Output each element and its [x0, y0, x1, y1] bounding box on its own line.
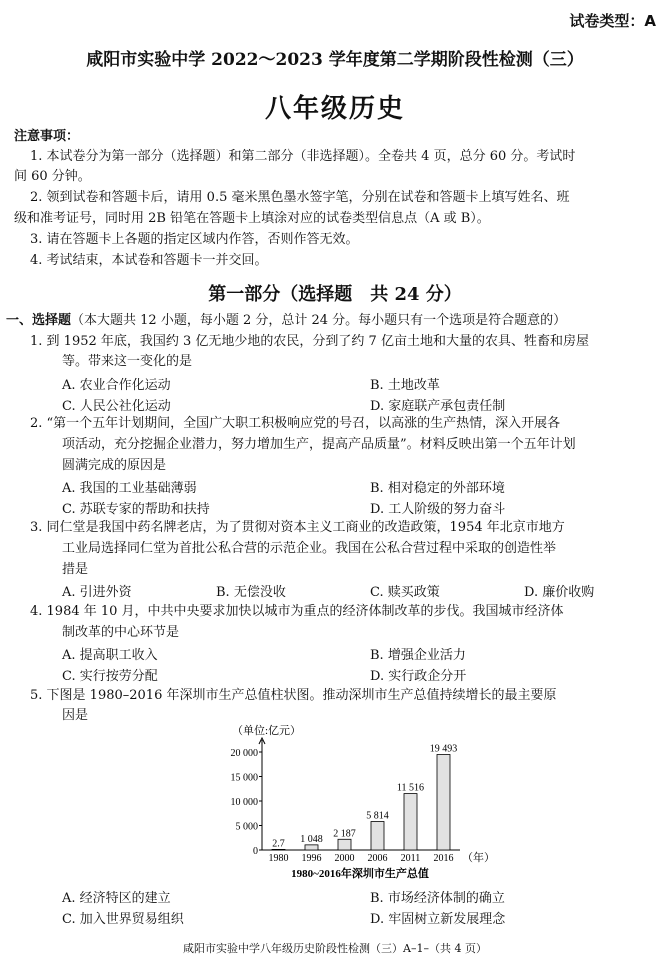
- option-c: C. 苏联专家的帮助和扶持: [62, 502, 210, 517]
- page-footer: 咸阳市实验中学八年级历史阶段性检测（三）A–1–（共 4 页）: [183, 942, 487, 955]
- question-line: 因是: [62, 708, 89, 723]
- option-d: D. 牢固树立新发展理念: [370, 912, 506, 927]
- bar-value-label: 5 814: [366, 810, 389, 822]
- question-line: 措是: [62, 562, 89, 577]
- option-a: A. 我国的工业基础薄弱: [62, 481, 197, 496]
- notes-line: 3. 请在答题卡上各题的指定区域内作答，否则作答无效。: [30, 232, 359, 247]
- notes-line: 2. 领到试卷和答题卡后，请用 0.5 毫米黑色墨水签字笔，分别在试卷和答题卡上填写姓名、班: [30, 190, 570, 205]
- x-tick-label: 2000: [334, 853, 355, 864]
- x-tick-label: 1996: [301, 853, 322, 864]
- section-label: 一、选择题: [6, 313, 72, 328]
- question-line: 制改革的中心环节是: [62, 625, 180, 640]
- option-c: C. 实行按劳分配: [62, 669, 158, 684]
- x-tick-label: 2006: [367, 853, 388, 864]
- option-b: B. 无偿没收: [216, 585, 286, 600]
- y-tick-label: 10 000: [230, 797, 258, 808]
- bar: [305, 845, 318, 850]
- question-line: 1. 到 1952 年底，我国约 3 亿无地少地的农民，分到了约 7 亿亩土地和大量的农具、牲畜和房屋: [30, 334, 589, 349]
- question-line: 等。带来这一变化的是: [62, 354, 193, 369]
- gdp-chart-svg: [210, 720, 500, 880]
- option-d: D. 工人阶级的努力奋斗: [370, 502, 506, 517]
- x-tick-label: 2016: [433, 853, 454, 864]
- chart-unit-label: （单位:亿元）: [232, 725, 302, 737]
- chart-x-axis-label: （年）: [462, 852, 495, 864]
- paper-type-label: 试卷类型：A: [569, 12, 656, 30]
- option-b: B. 市场经济体制的确立: [370, 891, 505, 906]
- question-line: 圆满完成的原因是: [62, 458, 167, 473]
- notes-line: 级和准考证号，同时用 2B 铅笔在答题卡上填涂对应的试卷类型信息点（A 或 B）。: [14, 211, 490, 226]
- bar-value-label: 11 516: [396, 782, 425, 794]
- bar: [404, 794, 417, 850]
- notes-line: 1. 本试卷分为第一部分（选择题）和第二部分（非选择题）。全卷共 4 页，总分 60 分。考试时: [30, 149, 576, 164]
- y-tick-label: 20 000: [230, 748, 258, 759]
- option-b: B. 增强企业活力: [370, 648, 466, 663]
- bar: [371, 822, 384, 850]
- y-tick-label: 0: [253, 846, 258, 857]
- subject-title: 八年级历史: [264, 94, 405, 124]
- x-tick-label: 1980: [268, 853, 289, 864]
- option-c: C. 赎买政策: [370, 585, 440, 600]
- bar-value-label: 19 493: [429, 743, 458, 755]
- question-line: 3. 同仁堂是我国中药名牌老店，为了贯彻对资本主义工商业的改造政策，1954 年北京市地方: [30, 520, 565, 535]
- x-tick-label: 2011: [400, 853, 421, 864]
- question-line: 工业局选择同仁堂为首批公私合营的示范企业。我国在公私合营过程中采取的创造性举: [62, 541, 557, 556]
- option-d: D. 家庭联产承包责任制: [370, 399, 506, 414]
- part-one-title: 第一部分（选择题 共 24 分）: [208, 284, 462, 305]
- option-a: A. 经济特区的建立: [62, 891, 171, 906]
- option-a: A. 提高职工收入: [62, 648, 158, 663]
- bar: [338, 839, 351, 850]
- school-exam-title: 咸阳市实验中学 2022～2023 学年度第二学期阶段性检测（三）: [86, 50, 584, 70]
- chart-title: 1980~2016年深圳市生产总值: [291, 868, 429, 880]
- question-line: 2. “第一个五年计划期间，全国广大职工积极响应党的号召，以高涨的生产热情，深入开展各: [30, 416, 561, 431]
- bar-value-label: 1 048: [300, 833, 323, 845]
- option-a: A. 农业合作化运动: [62, 378, 171, 393]
- bar: [437, 754, 450, 850]
- bar-value-label: 2.7: [272, 838, 285, 850]
- section-description: （本大题共 12 小题，每小题 2 分，总计 24 分。每小题只有一个选项是符合题意的）: [71, 313, 567, 328]
- notes-heading: 注意事项：: [14, 129, 80, 144]
- option-d: D. 廉价收购: [524, 585, 595, 600]
- bar-value-label: 2 187: [333, 828, 356, 840]
- option-b: B. 相对稳定的外部环境: [370, 481, 505, 496]
- option-c: C. 人民公社化运动: [62, 399, 171, 414]
- notes-line: 间 60 分钟。: [14, 169, 91, 184]
- question-line: 项活动，充分挖掘企业潜力，努力增加生产，提高产品质量”。材料反映出第一个五年计划: [62, 437, 576, 452]
- chart-plot-area: [231, 738, 461, 864]
- question-line: 5. 下图是 1980–2016 年深圳市生产总值柱状图。推动深圳市生产总值持续增长的最主要原: [30, 688, 557, 703]
- y-tick-label: 15 000: [230, 772, 258, 784]
- gdp-bar-chart: [210, 720, 500, 880]
- question-line: 4. 1984 年 10 月，中共中央要求加快以城市为重点的经济体制改革的步伐。我国城市经济体: [30, 604, 564, 619]
- option-b: B. 土地改革: [370, 378, 440, 393]
- option-d: D. 实行政企分开: [370, 669, 467, 684]
- y-tick-label: 5 000: [235, 821, 258, 833]
- option-c: C. 加入世界贸易组织: [62, 912, 184, 927]
- section-heading: [6, 311, 566, 331]
- bar: [272, 849, 285, 850]
- notes-line: 4. 考试结束，本试卷和答题卡一并交回。: [30, 253, 268, 268]
- option-a: A. 引进外资: [62, 585, 132, 600]
